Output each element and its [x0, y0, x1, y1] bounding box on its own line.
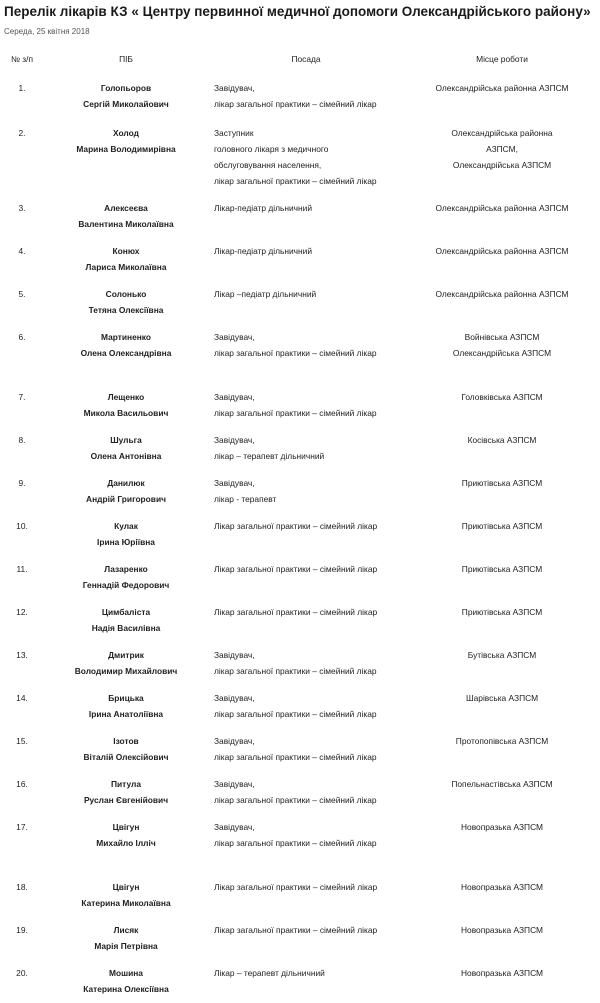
doctor-name-line: Питула: [110, 779, 141, 789]
doctor-name-line: Катерина Олексіївна: [83, 984, 169, 994]
position-line: лікар загальної практики – сімейний лікар: [214, 795, 377, 805]
doctor-name-line: Лазаренко: [104, 564, 148, 574]
doctor-name-line: Віталій Олексійович: [83, 752, 169, 762]
workplace-line: АЗПСМ,: [486, 144, 518, 154]
position-line: лікар – терапевт дільничний: [214, 451, 325, 461]
workplace-line: Олександрійська районна АЗПСМ: [435, 289, 569, 299]
doctor-name-line: Катерина Миколаївна: [81, 898, 171, 908]
doctor-workplace: [404, 114, 600, 189]
row-number: 12.: [16, 607, 28, 617]
doctor-name: [44, 808, 208, 868]
workplace-line: Приютівська АЗПСМ: [461, 521, 543, 531]
row-number: 1.: [18, 83, 26, 93]
doctor-workplace: [404, 318, 600, 378]
table-row: [0, 378, 600, 421]
doctor-name: [44, 69, 208, 114]
doctor-position: [208, 808, 404, 868]
header-name: ПІБ: [119, 54, 133, 64]
doctor-name: [44, 954, 208, 997]
doctor-position: [208, 232, 404, 275]
doctor-name: [44, 868, 208, 911]
doctor-name-line: Голопьоров: [100, 83, 152, 93]
position-line: лікар загальної практики – сімейний лікар: [214, 99, 377, 109]
doctor-name-line: Мартиненко: [101, 332, 151, 342]
doctor-workplace: [404, 808, 600, 868]
position-line: лікар загальної практики – сімейний лікар: [214, 666, 377, 676]
doctor-name: [44, 765, 208, 808]
workplace-line: Приютівська АЗПСМ: [461, 478, 543, 488]
workplace-line: Олександрійська АЗПСМ: [452, 160, 552, 170]
doctor-name-line: Тетяна Олексіївна: [88, 305, 164, 315]
doctor-name-line: Солонько: [105, 289, 147, 299]
doctor-workplace: [404, 593, 600, 636]
doctor-name-line: Конюх: [112, 246, 140, 256]
table-row: [0, 464, 600, 507]
table-row: [0, 636, 600, 679]
position-line: Завідувач,: [214, 693, 255, 703]
doctor-position: [208, 679, 404, 722]
doctor-workplace: [404, 636, 600, 679]
doctor-name-line: Ірина Юріївна: [97, 537, 155, 547]
doctors-table: [0, 49, 600, 997]
header-workplace: Місце роботи: [476, 54, 528, 64]
doctor-name-line: Микола Васильович: [83, 408, 169, 418]
position-line: Завідувач,: [214, 650, 255, 660]
position-line: Лікар загальної практики – сімейний лікар: [214, 521, 378, 531]
row-number: 14.: [16, 693, 28, 703]
doctor-workplace: [404, 868, 600, 911]
workplace-line: Новопразька АЗПСМ: [460, 882, 543, 892]
doctor-name-line: Лариса Миколаївна: [85, 262, 167, 272]
row-number: 2.: [18, 128, 26, 138]
doctor-name: [44, 636, 208, 679]
doctor-name-line: Олена Антонівна: [90, 451, 162, 461]
doctor-workplace: [404, 69, 600, 114]
position-line: лікар загальної практики – сімейний лікар: [214, 348, 377, 358]
doctor-name-line: Дмитрик: [108, 650, 144, 660]
table-row: [0, 593, 600, 636]
doctor-workplace: [404, 765, 600, 808]
doctor-position: [208, 636, 404, 679]
doctor-name-line: Олена Олександрівна: [80, 348, 172, 358]
doctor-workplace: [404, 507, 600, 550]
table-row: [0, 421, 600, 464]
workplace-line: Бутівська АЗПСМ: [467, 650, 537, 660]
doctor-workplace: [404, 421, 600, 464]
workplace-line: Головківська АЗПСМ: [461, 392, 543, 402]
position-line: лікар загальної практики – сімейний лікар: [214, 709, 377, 719]
doctor-name-line: Цимбаліста: [101, 607, 151, 617]
position-line: головного лікаря з медичного: [214, 144, 329, 154]
position-line: лікар загальної практики – сімейний лікар: [214, 838, 377, 848]
position-line: лікар - терапевт: [214, 494, 277, 504]
row-number: 7.: [18, 392, 26, 402]
doctor-name: [44, 275, 208, 318]
doctor-position: [208, 189, 404, 232]
workplace-line: Олександрійська районна АЗПСМ: [435, 203, 569, 213]
position-line: Завідувач,: [214, 83, 255, 93]
doctor-name-line: Володимир Михайлович: [74, 666, 178, 676]
doctor-name: [44, 593, 208, 636]
doctor-name: [44, 421, 208, 464]
row-number: 9.: [18, 478, 26, 488]
position-line: Лікар загальної практики – сімейний лікар: [214, 925, 378, 935]
workplace-line: Шарівська АЗПСМ: [465, 693, 539, 703]
position-line: Лікар-педіатр дільничний: [214, 203, 313, 213]
doctor-workplace: [404, 722, 600, 765]
doctor-position: [208, 507, 404, 550]
doctor-workplace: [404, 189, 600, 232]
table-row: [0, 189, 600, 232]
row-number: 3.: [18, 203, 26, 213]
doctor-workplace: [404, 464, 600, 507]
position-line: Завідувач,: [214, 332, 255, 342]
table-row: [0, 868, 600, 911]
doctor-workplace: [404, 911, 600, 954]
table-row: [0, 69, 600, 114]
doctor-name: [44, 507, 208, 550]
doctor-name: [44, 464, 208, 507]
doctor-workplace: [404, 232, 600, 275]
doctor-name: [44, 318, 208, 378]
position-line: обслуговування населення,: [214, 160, 322, 170]
doctor-position: [208, 114, 404, 189]
row-number: 8.: [18, 435, 26, 445]
table-row: [0, 911, 600, 954]
table-header-row: [0, 49, 600, 69]
row-number: 6.: [18, 332, 26, 342]
doctor-name-line: Руслан Євгенійович: [83, 795, 169, 805]
doctor-workplace: [404, 378, 600, 421]
doctor-name-line: Марина Володимирівна: [76, 144, 176, 154]
doctor-name-line: Брицька: [108, 693, 144, 703]
row-number: 20.: [16, 968, 28, 978]
workplace-line: Новопразька АЗПСМ: [460, 968, 543, 978]
doctor-position: [208, 378, 404, 421]
row-number: 5.: [18, 289, 26, 299]
table-body: [0, 69, 600, 997]
table-row: [0, 232, 600, 275]
doctor-position: [208, 765, 404, 808]
doctor-name: [44, 550, 208, 593]
table-row: [0, 679, 600, 722]
position-line: Лікар загальної практики – сімейний лікар: [214, 882, 378, 892]
doctor-name: [44, 232, 208, 275]
row-number: 11.: [16, 564, 28, 574]
doctor-position: [208, 275, 404, 318]
doctor-position: [208, 722, 404, 765]
workplace-line: Войнівська АЗПСМ: [464, 332, 540, 342]
doctor-workplace: [404, 275, 600, 318]
doctor-position: [208, 421, 404, 464]
position-line: Лікар загальної практики – сімейний лікар: [214, 607, 378, 617]
doctor-position: [208, 868, 404, 911]
table-row: [0, 550, 600, 593]
doctor-position: [208, 69, 404, 114]
position-line: Лікар загальної практики – сімейний лікар: [214, 564, 378, 574]
workplace-line: Приютівська АЗПСМ: [461, 564, 543, 574]
position-line: Завідувач,: [214, 779, 255, 789]
doctor-position: [208, 911, 404, 954]
row-number: 10.: [16, 521, 28, 531]
position-line: Лікар – терапевт дільничний: [214, 968, 325, 978]
doctor-workplace: [404, 954, 600, 997]
doctor-name-line: Ірина Анатоліївна: [88, 709, 164, 719]
workplace-line: Косівська АЗПСМ: [467, 435, 537, 445]
workplace-line: Новопразька АЗПСМ: [460, 822, 543, 832]
doctor-name: [44, 911, 208, 954]
doctor-name-line: Марія Петрівна: [94, 941, 158, 951]
doctor-position: [208, 464, 404, 507]
doctor-name-line: Цвігун: [112, 882, 140, 892]
table-row: [0, 722, 600, 765]
table-row: [0, 275, 600, 318]
workplace-line: Новопразька АЗПСМ: [460, 925, 543, 935]
doctor-position: [208, 593, 404, 636]
doctor-name-line: Цвігун: [112, 822, 140, 832]
workplace-line: Олександрійська АЗПСМ: [452, 348, 552, 358]
row-number: 4.: [18, 246, 26, 256]
doctor-name-line: Лисяк: [113, 925, 139, 935]
position-line: Завідувач,: [214, 392, 255, 402]
header-position: Посада: [291, 54, 321, 64]
row-number: 19.: [16, 925, 28, 935]
workplace-line: Олександрійська районна АЗПСМ: [435, 246, 569, 256]
doctor-name-line: Андрій Григорович: [86, 494, 166, 504]
workplace-line: Олександрійська районна АЗПСМ: [435, 83, 569, 93]
publish-date: Середа, 25 квітня 2018: [4, 27, 90, 36]
header-number: № з/п: [10, 54, 33, 64]
doctor-name-line: Шульга: [110, 435, 142, 445]
position-line: лікар загальної практики – сімейний лікар: [214, 408, 377, 418]
doctor-workplace: [404, 550, 600, 593]
doctor-workplace: [404, 679, 600, 722]
doctor-name: [44, 189, 208, 232]
table-row: [0, 114, 600, 189]
workplace-line: Протопопівська АЗПСМ: [455, 736, 549, 746]
workplace-line: Попельнастівська АЗПСМ: [451, 779, 553, 789]
position-line: лікар загальної практики – сімейний лікар: [214, 752, 377, 762]
workplace-line: Приютівська АЗПСМ: [461, 607, 543, 617]
doctor-name: [44, 378, 208, 421]
position-line: Завідувач,: [214, 822, 255, 832]
position-line: Завідувач,: [214, 435, 255, 445]
doctor-name-line: Сергій Миколайович: [83, 99, 169, 109]
doctor-name-line: Кулак: [114, 521, 138, 531]
table-row: [0, 808, 600, 868]
doctor-name-line: Надія Василівна: [91, 623, 161, 633]
position-line: Завідувач,: [214, 478, 255, 488]
row-number: 17.: [16, 822, 28, 832]
doctor-name-line: Геннадій Федорович: [82, 580, 170, 590]
workplace-line: Олександрійська районна: [451, 128, 553, 138]
table-row: [0, 765, 600, 808]
doctor-name-line: Холод: [113, 128, 139, 138]
position-line: Лікар –педіатр дільничний: [214, 289, 317, 299]
doctor-name-line: Михайло Ілліч: [96, 838, 156, 848]
doctor-name-line: Валентина Миколаївна: [78, 219, 174, 229]
doctor-name-line: Данилюк: [107, 478, 145, 488]
row-number: 18.: [16, 882, 28, 892]
doctor-name-line: Ізотов: [113, 736, 139, 746]
position-line: Заступник: [214, 128, 254, 138]
doctor-position: [208, 550, 404, 593]
table-row: [0, 318, 600, 378]
page-title: Перелік лікарів КЗ « Центру первинної медичної допомоги Олександрійського району»: [4, 4, 591, 19]
row-number: 16.: [16, 779, 28, 789]
doctor-name-line: Мошина: [109, 968, 143, 978]
doctor-name-line: Лещенко: [107, 392, 145, 402]
position-line: Завідувач,: [214, 736, 255, 746]
doctor-name: [44, 679, 208, 722]
doctor-name-line: Алексеєва: [104, 203, 148, 213]
row-number: 15.: [16, 736, 28, 746]
table-row: [0, 507, 600, 550]
position-line: лікар загальної практики – сімейний лікар: [214, 176, 377, 186]
doctor-position: [208, 954, 404, 997]
row-number: 13.: [16, 650, 28, 660]
doctor-name: [44, 114, 208, 189]
table-row: [0, 954, 600, 997]
doctor-name: [44, 722, 208, 765]
doctor-position: [208, 318, 404, 378]
position-line: Лікар-педіатр дільничний: [214, 246, 313, 256]
